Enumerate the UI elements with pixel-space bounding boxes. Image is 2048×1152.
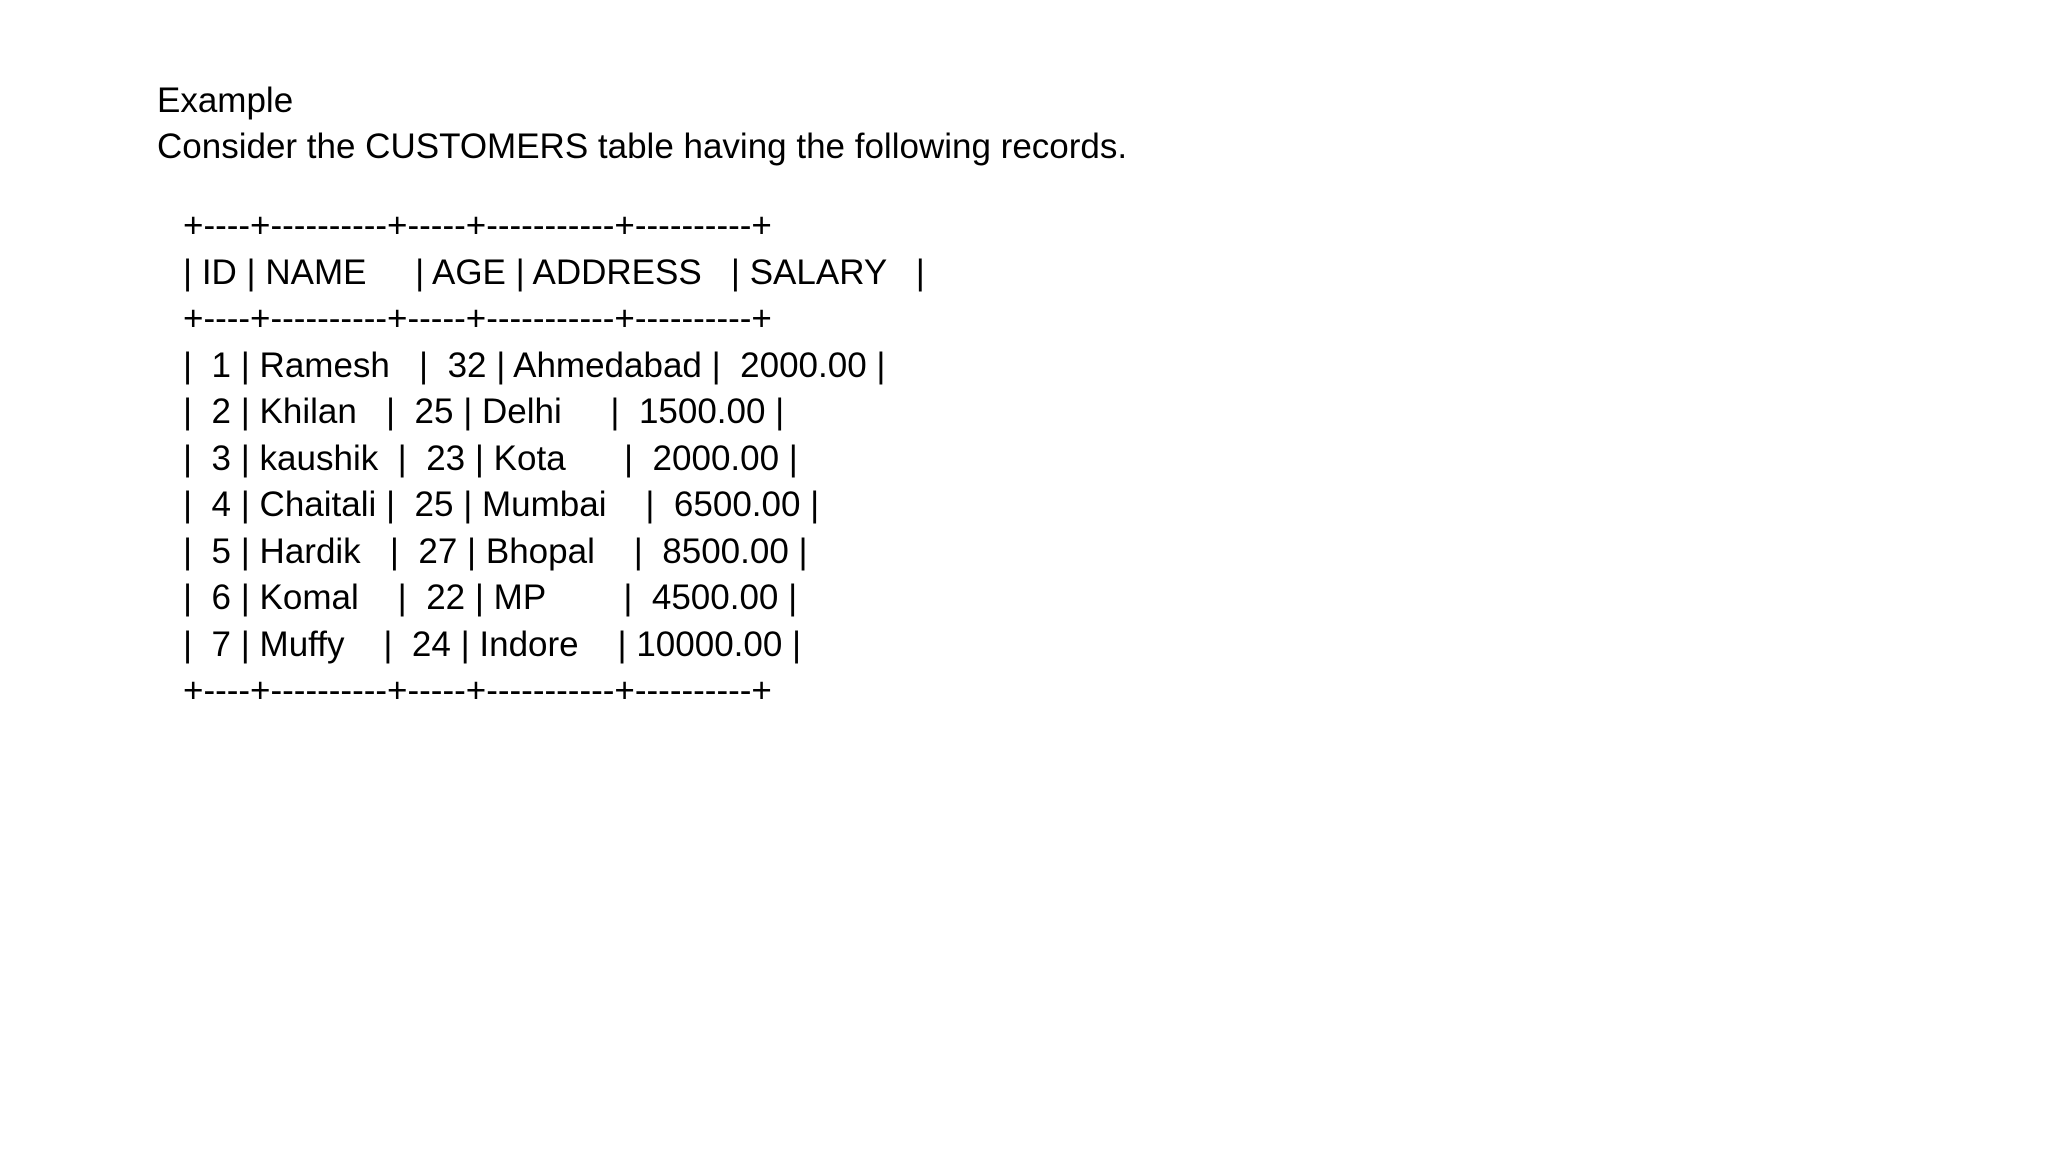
table-border-bottom: +----+----------+-----+-----------+----------+ (183, 671, 772, 710)
table-header-row: | ID | NAME | AGE | ADDRESS | SALARY | (183, 252, 925, 292)
table-row: | 7 | Muffy | 24 | Indore | 10000.00 | (183, 624, 802, 664)
table-row: | 3 | kaushik | 23 | Kota | 2000.00 | (183, 438, 798, 478)
table-row: | 6 | Komal | 22 | MP | 4500.00 | (183, 578, 798, 617)
table-border-top: +----+----------+-----+-----------+----------+ (183, 206, 772, 245)
table-row: | 4 | Chaitali | 25 | Mumbai | 6500.00 | (183, 485, 820, 524)
table-row: | 5 | Hardik | 27 | Bhopal | 8500.00 | (183, 531, 808, 571)
example-heading: Example (157, 81, 294, 120)
customers-table (183, 203, 1083, 715)
table-description: Consider the CUSTOMERS table having the following records. (157, 127, 1128, 166)
table-border-header: +----+----------+-----+-----------+----------+ (183, 299, 772, 338)
table-row: | 1 | Ramesh | 32 | Ahmedabad | 2000.00 | (183, 345, 886, 385)
intro-text (157, 78, 1557, 170)
table-row: | 2 | Khilan | 25 | Delhi | 1500.00 | (183, 392, 785, 431)
